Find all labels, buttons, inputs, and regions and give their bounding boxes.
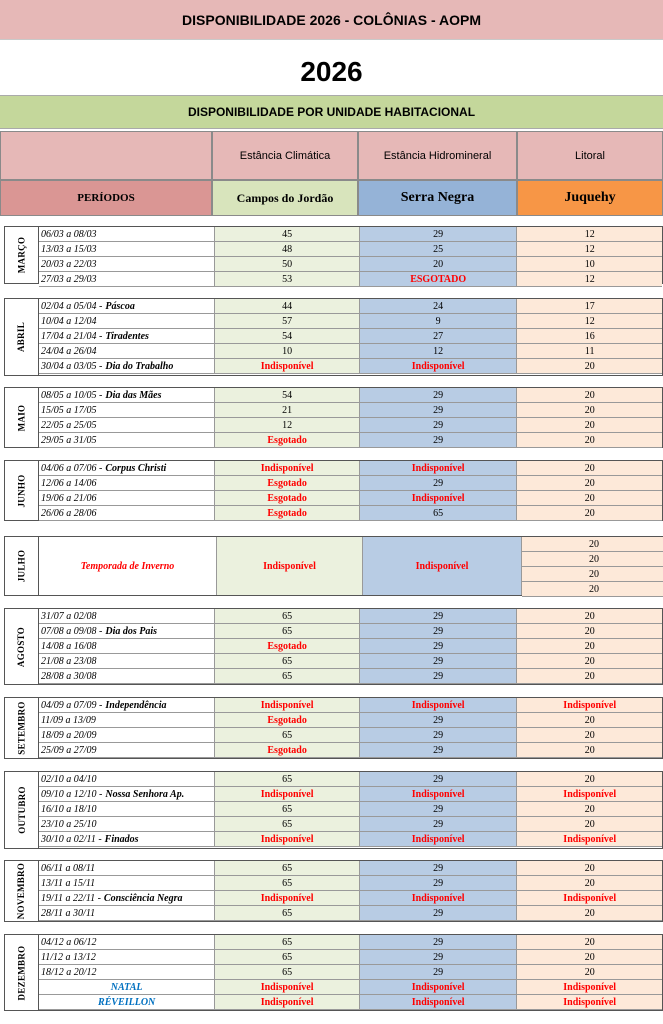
period-dates: 20/03 a 22/03: [41, 258, 97, 270]
holiday-name: Nossa Senhora Ap.: [105, 788, 185, 800]
juquehy-cell: 11: [517, 344, 662, 359]
period-cell: [39, 272, 215, 287]
period-dates: 02/04 a 05/04 -: [41, 300, 103, 312]
serra-negra-cell: 29: [360, 624, 517, 639]
serra-negra-cell: 24: [360, 299, 517, 314]
juquehy-cell: Indisponível: [517, 980, 662, 995]
table-row: [39, 329, 662, 344]
period-dates: 10/04 a 12/04: [41, 315, 97, 327]
juquehy-cell: 20: [517, 743, 662, 758]
month-label: [5, 861, 39, 921]
juquehy-cell: Indisponível: [517, 891, 662, 906]
juquehy-cell: 20: [517, 728, 662, 743]
period-dates: 07/08 a 09/08 -: [41, 625, 103, 637]
campos-do-jordao-cell: 65: [215, 861, 360, 876]
campos-do-jordao-cell: Esgotado: [215, 433, 360, 448]
table-row: [39, 506, 662, 521]
juquehy-cell: 20: [517, 403, 662, 418]
period-cell: [39, 743, 215, 758]
period-dates: 15/05 a 17/05: [41, 404, 97, 416]
serra-negra-cell: Indisponível: [360, 832, 517, 847]
serra-negra-cell: 20: [360, 257, 517, 272]
month-block: [4, 608, 663, 685]
month-label: [5, 388, 39, 447]
month-block: [4, 934, 663, 1011]
table-row: [39, 995, 662, 1010]
campos-do-jordao-cell: 54: [215, 329, 360, 344]
juquehy-cell: 20: [517, 506, 662, 521]
period-dates: 13/03 a 15/03: [41, 243, 97, 255]
campos-do-jordao-cell: 65: [215, 669, 360, 684]
period-dates: 30/04 a 03/05 -: [41, 360, 103, 372]
serra-negra-cell: 29: [360, 609, 517, 624]
juquehy-cell: 20: [517, 654, 662, 669]
period-dates: 04/06 a 07/06 -: [41, 462, 103, 474]
period-dates: 29/05 a 31/05: [41, 434, 97, 446]
campos-do-jordao-cell: 48: [215, 242, 360, 257]
period-dates: RÉVEILLON: [98, 996, 156, 1008]
period-cell: [39, 669, 215, 684]
campos-do-jordao-cell: Indisponível: [215, 980, 360, 995]
table-row: [39, 314, 662, 329]
period-cell: [39, 876, 215, 891]
table-row: [39, 609, 662, 624]
holiday-name: Independência: [105, 699, 167, 711]
month-block: [4, 771, 663, 849]
campos-do-jordao-cell: Indisponível: [215, 832, 360, 847]
juquehy-cell: 20: [517, 476, 662, 491]
month-name: DEZEMBRO: [16, 945, 27, 1000]
campos-do-jordao-cell: 65: [215, 772, 360, 787]
period-dates: 17/04 a 21/04 -: [41, 330, 103, 342]
campos-do-jordao-cell: 65: [215, 935, 360, 950]
campos-do-jordao-cell: Indisponível: [217, 537, 363, 595]
period-cell: [39, 461, 215, 476]
period-dates: 18/12 a 20/12: [41, 966, 97, 978]
serra-negra-cell: 29: [360, 476, 517, 491]
period-dates: 31/07 a 02/08: [41, 610, 97, 622]
table-row: [39, 950, 662, 965]
period-dates: 14/08 a 16/08: [41, 640, 97, 652]
juquehy-cell: 20: [517, 906, 662, 921]
table-row: [39, 433, 662, 448]
juquehy-cell: 20: [517, 609, 662, 624]
period-cell: [39, 891, 215, 906]
period-dates: 09/10 a 12/10 -: [41, 788, 103, 800]
table-row: [39, 832, 662, 847]
serra-negra-cell: Indisponível: [360, 359, 517, 374]
juquehy-cell: 20: [517, 388, 662, 403]
header-col1-type: Estância Climática: [212, 131, 358, 180]
campos-do-jordao-cell: 50: [215, 257, 360, 272]
serra-negra-cell: 29: [360, 433, 517, 448]
serra-negra-cell: Indisponível: [360, 891, 517, 906]
juquehy-cell: 20: [522, 552, 663, 567]
campos-do-jordao-cell: Indisponível: [215, 787, 360, 802]
campos-do-jordao-cell: 45: [215, 227, 360, 242]
table-row: [39, 242, 662, 257]
serra-negra-cell: 29: [360, 906, 517, 921]
month-block: [4, 697, 663, 759]
campos-do-jordao-cell: Indisponível: [215, 698, 360, 713]
period-dates: 19/06 a 21/06: [41, 492, 97, 504]
month-block: [4, 298, 663, 376]
month-name: SETEMBRO: [16, 701, 27, 755]
serra-negra-cell: 65: [360, 506, 517, 521]
serra-negra-cell: 25: [360, 242, 517, 257]
serra-negra-cell: Indisponível: [360, 980, 517, 995]
juquehy-cell: 20: [517, 876, 662, 891]
period-dates: 25/09 a 27/09: [41, 744, 97, 756]
serra-negra-cell: 29: [360, 728, 517, 743]
period-cell: [39, 861, 215, 876]
holiday-name: Dia dos Pais: [105, 625, 158, 637]
serra-negra-cell: Indisponível: [360, 995, 517, 1010]
period-cell: [39, 935, 215, 950]
period-cell: [39, 388, 215, 403]
campos-do-jordao-cell: Indisponível: [215, 995, 360, 1010]
table-row: [39, 654, 662, 669]
table-row: [39, 639, 662, 654]
serra-negra-cell: 29: [360, 388, 517, 403]
campos-do-jordao-cell: 65: [215, 624, 360, 639]
serra-negra-cell: 29: [360, 965, 517, 980]
period-cell: [39, 639, 215, 654]
month-name: JULHO: [16, 549, 27, 583]
juquehy-cell: 20: [522, 582, 663, 597]
period-cell: [39, 609, 215, 624]
juquehy-cell: 10: [517, 257, 662, 272]
table-row: [39, 359, 662, 374]
period-cell: [39, 491, 215, 506]
month-name: JUNHO: [16, 474, 27, 507]
juquehy-cell: 20: [517, 772, 662, 787]
period-dates: 18/09 a 20/09: [41, 729, 97, 741]
juquehy-cell: 12: [517, 227, 662, 242]
table-row: [39, 461, 662, 476]
campos-do-jordao-cell: 53: [215, 272, 360, 287]
campos-do-jordao-cell: 10: [215, 344, 360, 359]
table-row: [39, 891, 662, 906]
period-cell: [39, 728, 215, 743]
juquehy-cell: 20: [517, 433, 662, 448]
juquehy-cell: 20: [522, 567, 663, 582]
juquehy-cell: 20: [517, 713, 662, 728]
period-dates: 28/08 a 30/08: [41, 670, 97, 682]
campos-do-jordao-cell: 65: [215, 654, 360, 669]
month-block: [4, 860, 663, 922]
period-cell: [39, 433, 215, 448]
month-name: AGOSTO: [16, 626, 27, 667]
holiday-name: Tiradentes: [105, 330, 149, 342]
campos-do-jordao-cell: 21: [215, 403, 360, 418]
juquehy-cell: Indisponível: [517, 698, 662, 713]
header-col2-name: Serra Negra: [358, 180, 517, 216]
table-row: [39, 388, 662, 403]
holiday-name: Finados: [104, 833, 139, 845]
table-row: [39, 980, 662, 995]
serra-negra-cell: Indisponível: [360, 461, 517, 476]
period-dates: 06/11 a 08/11: [41, 862, 96, 874]
month-name: MAIO: [16, 404, 27, 431]
serra-negra-cell: 29: [360, 639, 517, 654]
month-label: [5, 537, 39, 595]
campos-do-jordao-cell: Indisponível: [215, 359, 360, 374]
table-row: [39, 713, 662, 728]
juquehy-cell: 20: [517, 461, 662, 476]
table-row: [39, 698, 662, 713]
period-cell: [39, 713, 215, 728]
holiday-name: Dia das Mães: [105, 389, 162, 401]
campos-do-jordao-cell: Esgotado: [215, 476, 360, 491]
period-cell: [39, 506, 215, 521]
serra-negra-cell: 29: [360, 654, 517, 669]
period-dates: NATAL: [110, 981, 143, 993]
serra-negra-cell: 12: [360, 344, 517, 359]
serra-negra-cell: 29: [360, 743, 517, 758]
serra-negra-cell: Indisponível: [363, 537, 522, 595]
juquehy-cell: 20: [517, 861, 662, 876]
juquehy-cell: 20: [517, 418, 662, 433]
juquehy-cell: 17: [517, 299, 662, 314]
campos-do-jordao-cell: 12: [215, 418, 360, 433]
period-dates: 04/09 a 07/09 -: [41, 699, 103, 711]
period-dates: 02/10 a 04/10: [41, 773, 97, 785]
header-col1-name: Campos do Jordão: [212, 180, 358, 216]
serra-negra-cell: 29: [360, 935, 517, 950]
serra-negra-cell: ESGOTADO: [360, 272, 517, 287]
table-row: [39, 491, 662, 506]
campos-do-jordao-cell: 65: [215, 950, 360, 965]
serra-negra-cell: Indisponível: [360, 491, 517, 506]
serra-negra-cell: 29: [360, 817, 517, 832]
serra-negra-cell: Indisponível: [360, 787, 517, 802]
period-dates: 12/06 a 14/06: [41, 477, 97, 489]
month-block: [4, 226, 663, 284]
month-label: [5, 609, 39, 684]
period-cell: [39, 787, 215, 802]
table-row: [39, 817, 662, 832]
serra-negra-cell: 29: [360, 713, 517, 728]
table-row: [39, 728, 662, 743]
campos-do-jordao-cell: 65: [215, 876, 360, 891]
juquehy-cell: 20: [517, 950, 662, 965]
campos-do-jordao-cell: Esgotado: [215, 491, 360, 506]
campos-do-jordao-cell: Indisponível: [215, 891, 360, 906]
campos-do-jordao-cell: 65: [215, 728, 360, 743]
juquehy-cell: 20: [517, 802, 662, 817]
header-blank-cell: [0, 131, 212, 180]
month-name: OUTUBRO: [16, 786, 27, 834]
period-cell: [39, 965, 215, 980]
period-dates: 04/12 a 06/12: [41, 936, 97, 948]
serra-negra-cell: 29: [360, 861, 517, 876]
month-block: [4, 536, 663, 596]
period-dates: 23/10 a 25/10: [41, 818, 97, 830]
campos-do-jordao-cell: 44: [215, 299, 360, 314]
campos-do-jordao-cell: 65: [215, 609, 360, 624]
table-row: [39, 787, 662, 802]
period-cell: [39, 817, 215, 832]
period-dates: 22/05 a 25/05: [41, 419, 97, 431]
month-name: ABRIL: [16, 321, 27, 353]
period-cell: [39, 906, 215, 921]
period-dates: 16/10 a 18/10: [41, 803, 97, 815]
juquehy-cell: 20: [517, 669, 662, 684]
campos-do-jordao-cell: Esgotado: [215, 743, 360, 758]
month-name: NOVEMBRO: [16, 862, 27, 920]
period-cell: [39, 624, 215, 639]
month-block: [4, 387, 663, 448]
period-dates: 30/10 a 02/11 -: [41, 833, 102, 845]
serra-negra-cell: 29: [360, 418, 517, 433]
serra-negra-cell: 29: [360, 950, 517, 965]
period-cell: [39, 950, 215, 965]
holiday-name: Consciência Negra: [103, 892, 183, 904]
header-periods: PERÍODOS: [0, 180, 212, 216]
holiday-name: Dia do Trabalho: [105, 360, 174, 372]
campos-do-jordao-cell: Esgotado: [215, 713, 360, 728]
serra-negra-cell: Indisponível: [360, 698, 517, 713]
year-heading: 2026: [300, 56, 363, 87]
serra-negra-cell: 29: [360, 669, 517, 684]
juquehy-cell: 16: [517, 329, 662, 344]
table-row: [39, 227, 662, 242]
subtitle: DISPONIBILIDADE POR UNIDADE HABITACIONAL: [0, 95, 663, 129]
period-cell: [39, 654, 215, 669]
month-label: [5, 299, 39, 375]
serra-negra-cell: 27: [360, 329, 517, 344]
table-row: [39, 965, 662, 980]
period-dates: 11/12 a 13/12: [41, 951, 96, 963]
period-cell: [39, 299, 215, 314]
period-dates: 19/11 a 22/11 -: [41, 892, 101, 904]
juquehy-cell: Indisponível: [517, 995, 662, 1010]
juquehy-cell: 12: [517, 272, 662, 287]
period-cell: [39, 980, 215, 995]
period-cell: [39, 314, 215, 329]
period-cell: [39, 832, 215, 847]
table-row: [39, 257, 662, 272]
table-row: [39, 935, 662, 950]
table-row: [39, 906, 662, 921]
period-cell: [39, 344, 215, 359]
table-row: [39, 802, 662, 817]
period-cell: [39, 359, 215, 374]
period-cell: [39, 698, 215, 713]
serra-negra-cell: 29: [360, 802, 517, 817]
month-label: [5, 772, 39, 848]
month-label: [5, 698, 39, 758]
campos-do-jordao-cell: Indisponível: [215, 461, 360, 476]
header-col3-type: Litoral: [517, 131, 663, 180]
month-name: MARÇO: [16, 236, 27, 274]
period-dates: 13/11 a 15/11: [41, 877, 96, 889]
period-cell: [39, 995, 215, 1010]
campos-do-jordao-cell: Esgotado: [215, 639, 360, 654]
period-cell: [39, 403, 215, 418]
holiday-name: Páscoa: [105, 300, 135, 312]
juquehy-cell: 20: [517, 935, 662, 950]
table-row: [39, 772, 662, 787]
campos-do-jordao-cell: 54: [215, 388, 360, 403]
campos-do-jordao-cell: 65: [215, 965, 360, 980]
juquehy-cell: 20: [517, 817, 662, 832]
juquehy-cell: Indisponível: [517, 787, 662, 802]
juquehy-cell: 12: [517, 314, 662, 329]
period-cell: [39, 772, 215, 787]
table-row: [39, 418, 662, 433]
period-cell: [39, 242, 215, 257]
table-row: [39, 403, 662, 418]
holiday-name: Corpus Christi: [105, 462, 167, 474]
period-dates: 26/06 a 28/06: [41, 507, 97, 519]
serra-negra-cell: 29: [360, 876, 517, 891]
juquehy-cell: 12: [517, 242, 662, 257]
period-cell: [39, 257, 215, 272]
sheet-title: DISPONIBILIDADE 2026 - COLÔNIAS - AOPM: [0, 0, 663, 40]
juquehy-cell: 20: [517, 639, 662, 654]
header-col3-name: Juquehy: [517, 180, 663, 216]
month-block: [4, 460, 663, 521]
period-dates: 21/08 a 23/08: [41, 655, 97, 667]
juquehy-cell: 20: [517, 491, 662, 506]
period-dates: 11/09 a 13/09: [41, 714, 96, 726]
table-row: [39, 876, 662, 891]
period-cell: [39, 329, 215, 344]
period-dates: 08/05 a 10/05 -: [41, 389, 103, 401]
serra-negra-cell: 29: [360, 772, 517, 787]
month-label: [5, 461, 39, 520]
table-row: [39, 743, 662, 758]
campos-do-jordao-cell: Esgotado: [215, 506, 360, 521]
serra-negra-cell: 29: [360, 227, 517, 242]
table-row: [39, 272, 662, 287]
table-row: [39, 624, 662, 639]
campos-do-jordao-cell: 65: [215, 817, 360, 832]
juquehy-cell: 20: [517, 359, 662, 374]
month-label: [5, 227, 39, 283]
juquehy-cell: 20: [517, 965, 662, 980]
juquehy-cell: Indisponível: [517, 832, 662, 847]
juquehy-cell: 20: [517, 624, 662, 639]
campos-do-jordao-cell: 65: [215, 906, 360, 921]
header-col2-type: Estância Hidromineral: [358, 131, 517, 180]
period-cell: [39, 476, 215, 491]
month-label: [5, 935, 39, 1010]
period-cell: [39, 418, 215, 433]
table-row: [39, 299, 662, 314]
period-cell: Temporada de Inverno: [39, 537, 217, 595]
campos-do-jordao-cell: 57: [215, 314, 360, 329]
table-row: [39, 476, 662, 491]
period-cell: [39, 227, 215, 242]
serra-negra-cell: 29: [360, 403, 517, 418]
serra-negra-cell: 9: [360, 314, 517, 329]
table-row: [39, 861, 662, 876]
period-dates: 24/04 a 26/04: [41, 345, 97, 357]
period-dates: 06/03 a 08/03: [41, 228, 97, 240]
table-row: [39, 344, 662, 359]
period-dates: 28/11 a 30/11: [41, 907, 96, 919]
period-cell: [39, 802, 215, 817]
campos-do-jordao-cell: 65: [215, 802, 360, 817]
juquehy-cell: 20: [522, 537, 663, 552]
period-dates: 27/03 a 29/03: [41, 273, 97, 285]
table-row: [39, 669, 662, 684]
